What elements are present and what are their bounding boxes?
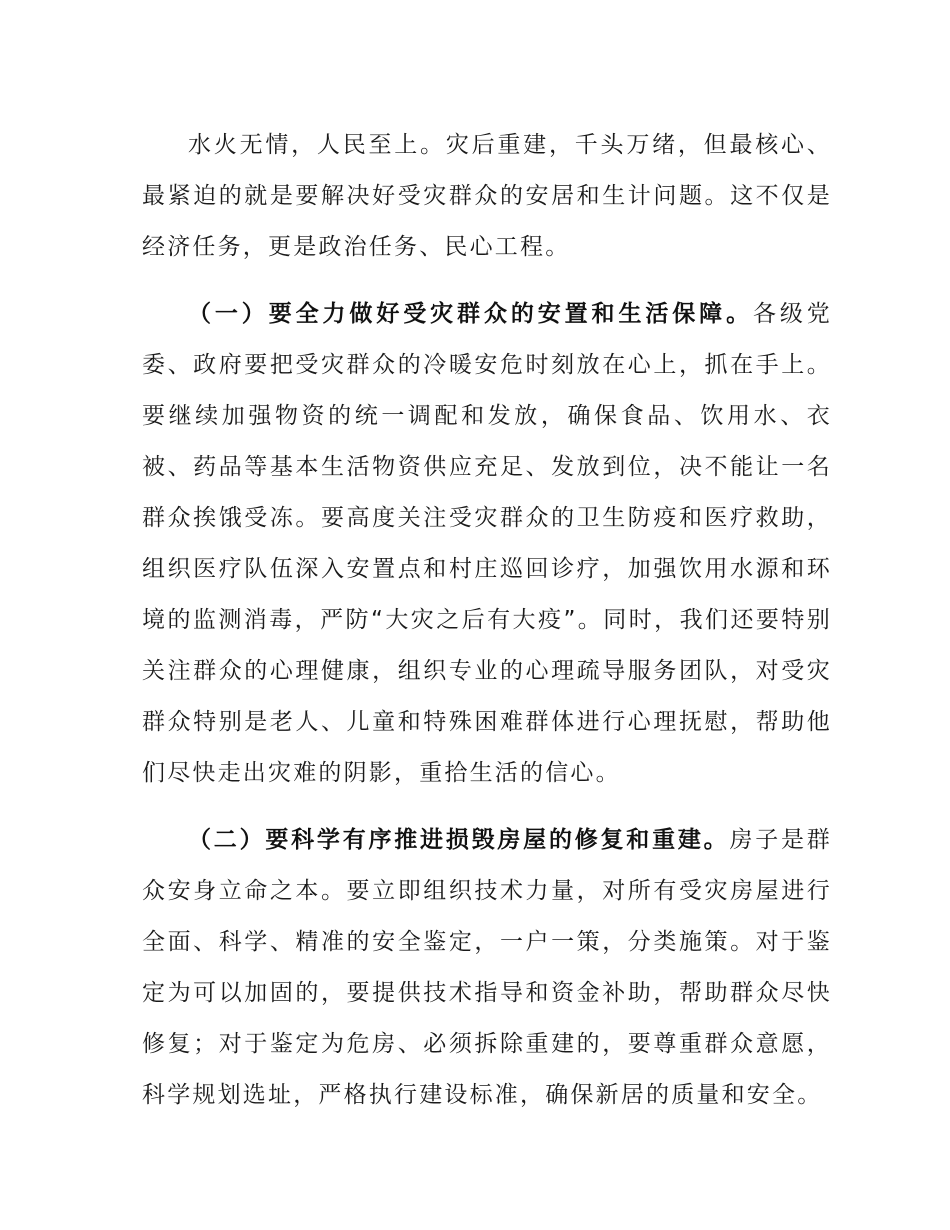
paragraph-intro	[142, 120, 832, 273]
section-heading: （二）要科学有序推进损毁房屋的修复和重建。	[188, 827, 730, 853]
paragraph-section-2	[142, 815, 832, 1121]
paragraph-text: 各级党委、政府要把受灾群众的冷暖安危时刻放在心上，抓在手上。要继续加强物资的统一调配和发放，确保食品、饮用水、衣被、药品等基本生活物资供应充足、发放到位，决不能让一名群众挨饿受冻。要高度关注受灾群众的卫生防疫和医疗救助，组织医疗队伍深入安置点和村庄巡回诊疗，加强饮用水源和环境的监测消毒，严防“大灾之后有大疫”。同时，我们还要特别关注群众的心理健康，组织专业的心理疏导服务团队，对受灾群众特别是老人、儿童和特殊困难群体进行心理抚慰，帮助他们尽快走出灾难的阴影，重拾生活的信心。	[142, 301, 832, 786]
paragraph-section-1	[142, 289, 832, 799]
section-heading: （一）要全力做好受灾群众的安置和生活保障。	[188, 301, 753, 327]
document-body	[142, 120, 832, 1121]
paragraph-text: 房子是群众安身立命之本。要立即组织技术力量，对所有受灾房屋进行全面、科学、精准的安全鉴定，一户一策，分类施策。对于鉴定为可以加固的，要提供技术指导和资金补助，帮助群众尽快修复；对于鉴定为危房、必须拆除重建的，要尊重群众意愿，科学规划选址，严格执行建设标准，确保新居的质量和安全。	[142, 827, 832, 1108]
paragraph-text: 水火无情，人民至上。灾后重建，千头万绪，但最核心、最紧迫的就是要解决好受灾群众的安居和生计问题。这不仅是经济任务，更是政治任务、民心工程。	[142, 132, 832, 260]
